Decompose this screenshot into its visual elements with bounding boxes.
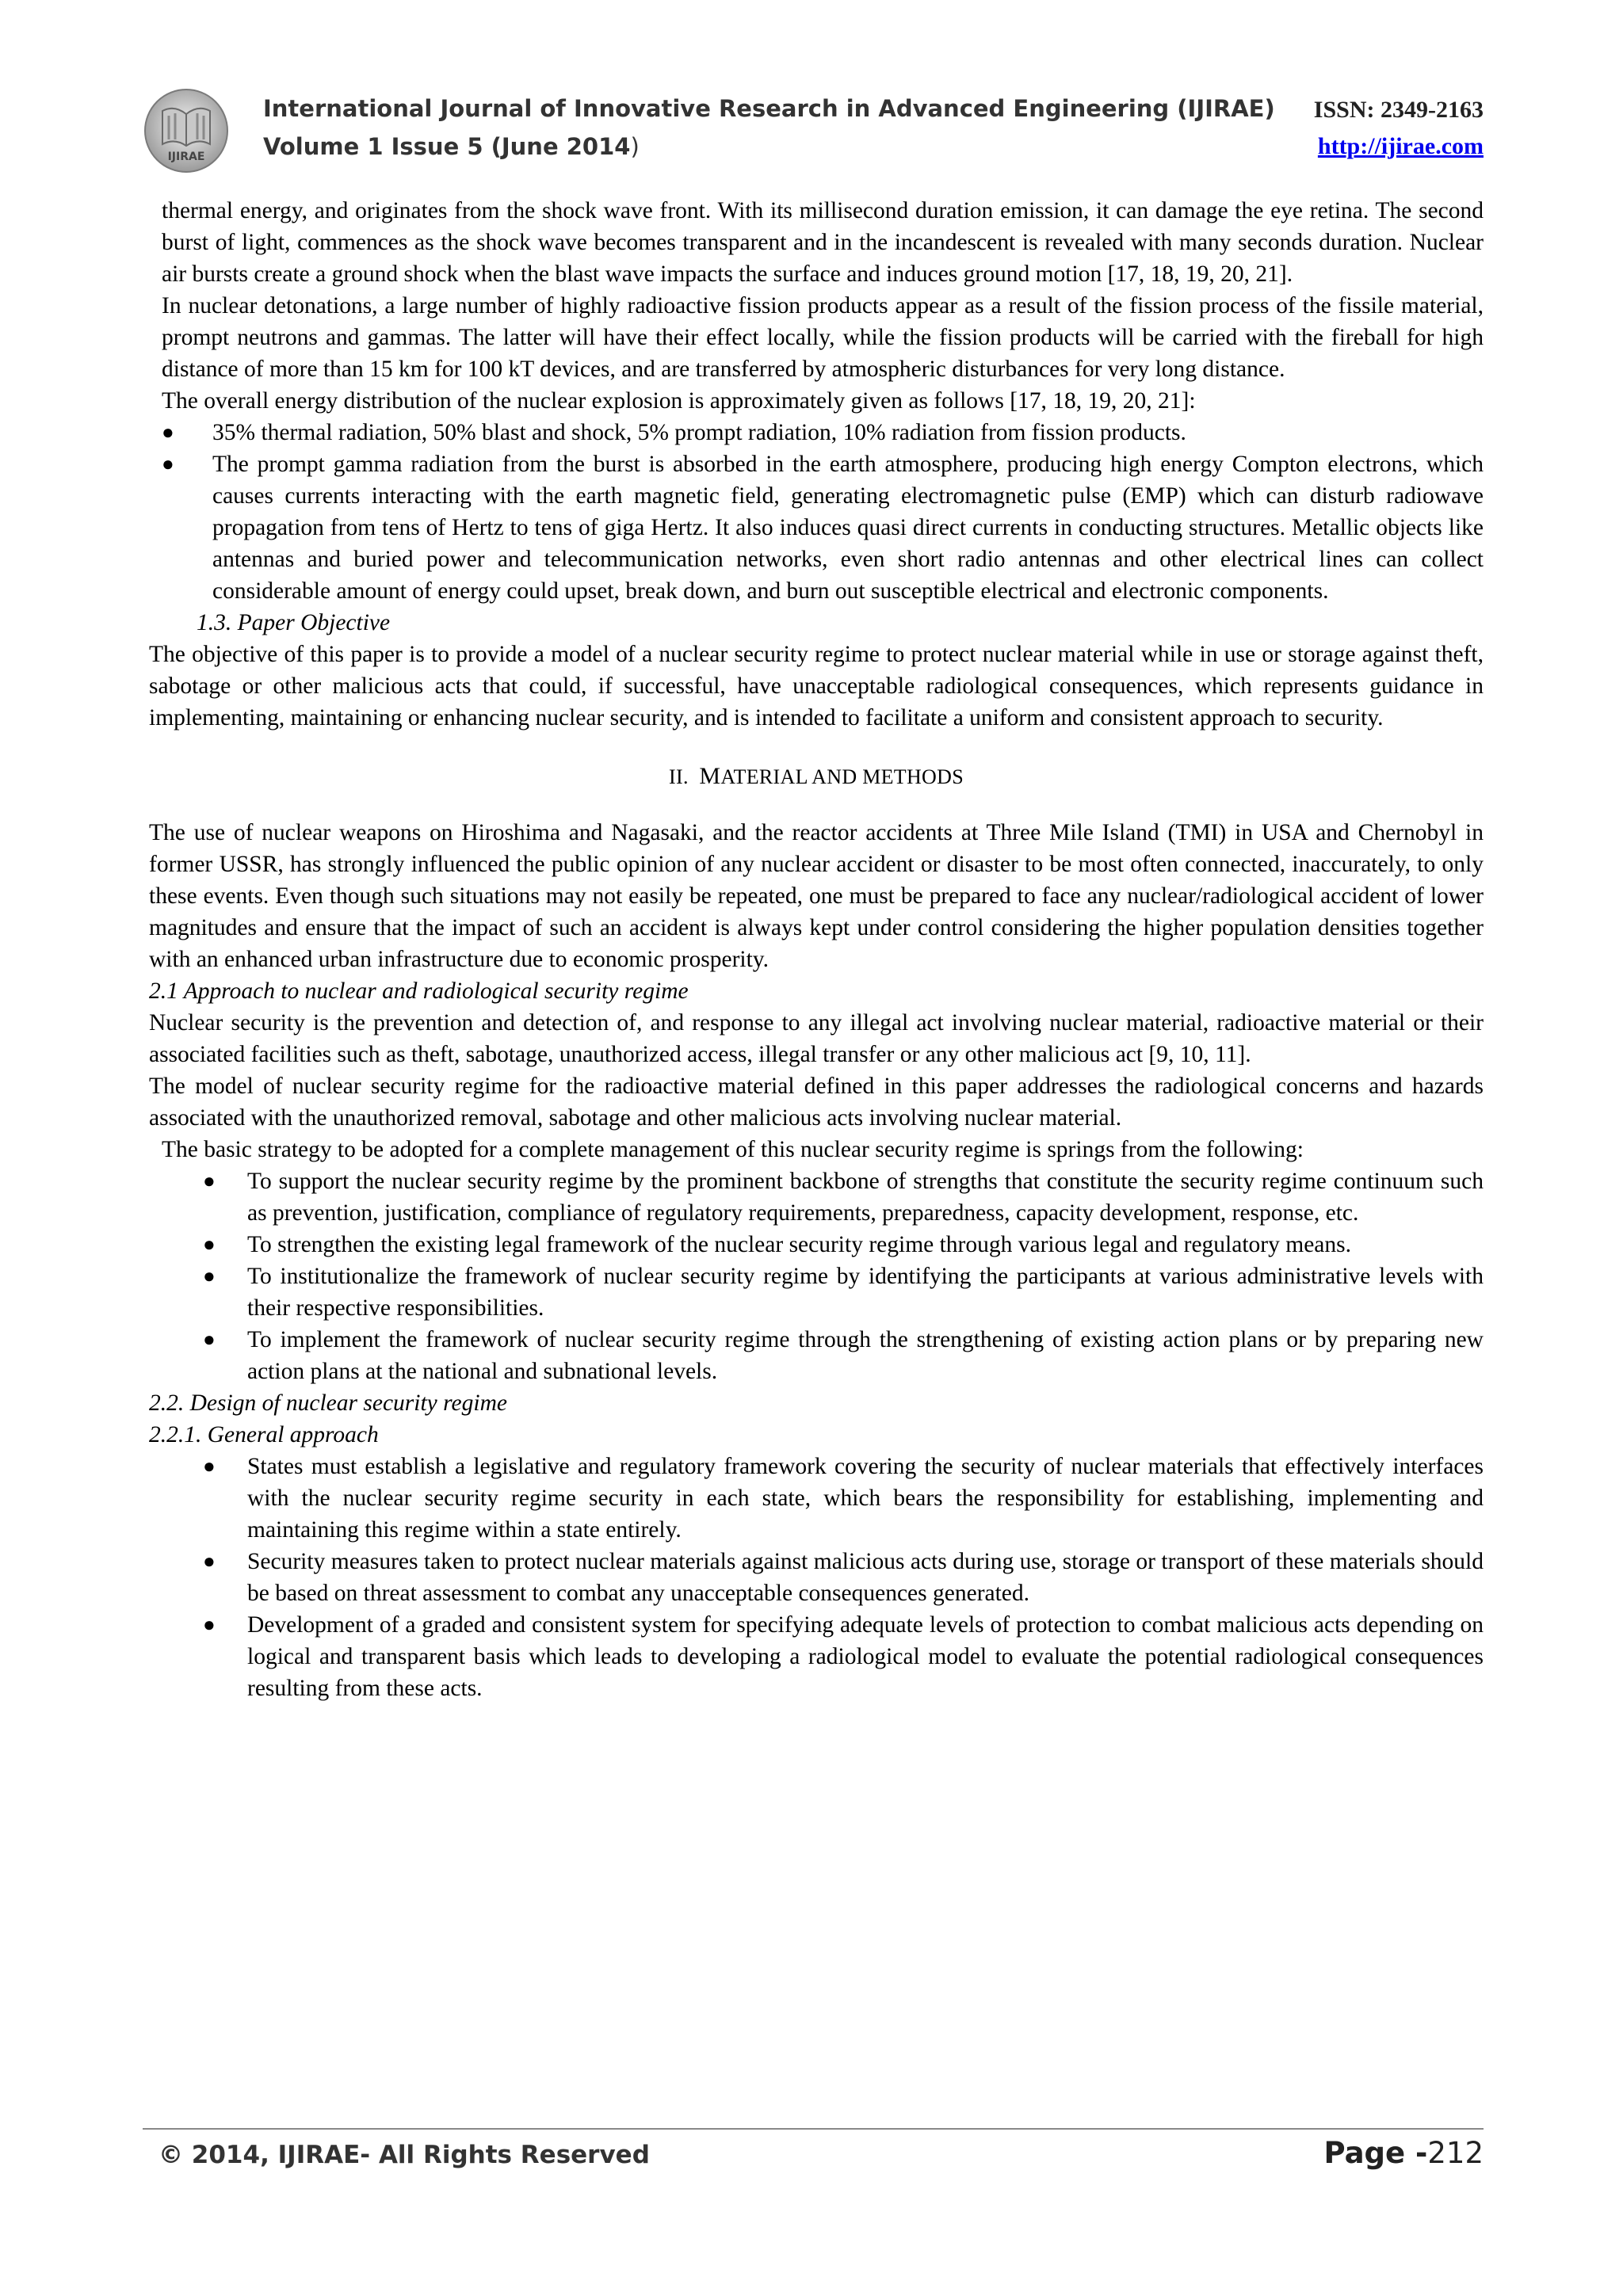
paragraph: The use of nuclear weapons on Hiroshima and Nagasaki, and the reactor accidents at Three Mile Island (TMI) in USA and Chernobyl in former USSR, has strongly influenced the public opinion of any nuclear accident or disaster to be most often connected, inaccurately, to only these events. Even though such situations may not easily be repeated, one must be prepared to face any nuclear/radiological accident of lower magnitudes and ensure that the impact of such an accident is always kept under control considering the higher population densities together with an enhanced urban infrastructure due to economic prosperity. (149, 820, 1484, 972)
paragraph: The overall energy distribution of the nuclear explosion is approximately given as follows [17, 18, 19, 20, 21]: (162, 388, 1196, 414)
issn: ISSN: 2349-2163 (1313, 97, 1484, 123)
list-item (149, 417, 1484, 448)
list-item-text: Development of a graded and consistent system for specifying adequate levels of protection to combat malicious acts depending on logical and transparent basis which leads to developing a radiological model to evaluate the potential radiological consequences resulting from these acts. (247, 1612, 1484, 1701)
journal-header (143, 87, 1484, 182)
page-number-value: 212 (1427, 2136, 1484, 2170)
paragraph: The basic strategy to be adopted for a complete management of this nuclear security regime is springs from the following: (162, 1137, 1304, 1162)
list-item-text: To implement the framework of nuclear security regime through the strengthening of existing action plans or by preparing new action plans at the national and subnational levels. (247, 1327, 1484, 1384)
subsection-heading: 2.2. Design of nuclear security regime (149, 1390, 507, 1416)
subsection-heading: 2.1 Approach to nuclear and radiological security regime (149, 978, 689, 1004)
paragraph: In nuclear detonations, a large number of highly radioactive fission products appear as a result of the fission process of the fissile material, prompt neutrons and gammas. The latter will have their effect locally, while the fission products will be carried with the fireball for high distance of more than 15 km for 100 kT devices, and are transferred by atmospheric disturbances for very long distance. (162, 293, 1484, 382)
volume-text: Volume 1 Issue 5 (June 2014 (263, 133, 631, 160)
volume-close: ) (630, 133, 640, 160)
bullet-icon: ● (162, 452, 174, 475)
bullet-list (149, 1451, 1484, 1704)
paragraph: The model of nuclear security regime for the radioactive material defined in this paper addresses the radiological concerns and hazards associated with the unauthorized removal, sabotage and other malicious acts involving nuclear material. (149, 1074, 1484, 1131)
list-item-text: Security measures taken to protect nuclear materials against malicious acts during use, storage or transport of these materials should be based on threat assessment to combat any unacceptable consequences generated. (247, 1549, 1484, 1606)
subsection-heading: 1.3. Paper Objective (197, 610, 391, 635)
bullet-icon: ● (203, 1264, 216, 1287)
article-body (149, 195, 1484, 1704)
list-item-text: States must establish a legislative and regulatory framework covering the security of nuclear materials that effectively interfaces with the nuclear security regime security in each state, which bears the responsibility for establishing, implementing and maintaining this regime within a state entirely. (247, 1454, 1484, 1543)
list-item (149, 1324, 1484, 1387)
section-title-rest: ATERIAL AND METHODS (720, 765, 964, 788)
list-item-text: To strengthen the existing legal framework of the nuclear security regime through various legal and regulatory means. (247, 1232, 1351, 1257)
list-item (149, 1451, 1484, 1546)
section-heading (149, 761, 1484, 793)
bullet-list (149, 417, 1484, 607)
list-item-text: To institutionalize the framework of nuclear security regime by identifying the participants at various administrative levels with their respective responsibilities. (247, 1264, 1484, 1321)
page-label: Page - (1323, 2136, 1428, 2170)
list-item (149, 1165, 1484, 1229)
logo-text: IJIRAE (167, 151, 205, 163)
journal-url-link[interactable]: http://ijirae.com (1317, 133, 1484, 159)
list-item (149, 1546, 1484, 1609)
list-item-text: The prompt gamma radiation from the burst is absorbed in the earth atmosphere, producing high energy Compton electrons, which causes currents interacting with the earth magnetic field, generating electromagnetic pulse (EMP) which can disturb radiowave propagation from tens of Hertz to tens of giga Hertz. It also induces quasi direct currents in conducting structures. Metallic objects like antennas and buried power and telecommunication networks, even short radio antennas and other electrical lines can collect considerable amount of energy could upset, break down, and burn out susceptible electrical and electronic components. (212, 452, 1484, 604)
ijirae-logo (143, 87, 230, 174)
subsection-heading: 2.2.1. General approach (149, 1422, 379, 1447)
bullet-icon: ● (203, 1613, 216, 1636)
journal-title: International Journal of Innovative Research in Advanced Engineering (IJIRAE) (263, 95, 1275, 122)
bullet-list (149, 1165, 1484, 1387)
bullet-icon: ● (203, 1455, 216, 1478)
list-item-text: 35% thermal radiation, 50% blast and shock, 5% prompt radiation, 10% radiation from fission products. (212, 420, 1186, 445)
bullet-icon: ● (203, 1233, 216, 1256)
section-initial: M (699, 763, 721, 789)
paragraph: Nuclear security is the prevention and detection of, and response to any illegal act involving nuclear material, radioactive material or their associated facilities such as theft, sabotage, unauthorized access, illegal transfer or any other malicious act [9, 10, 11]. (149, 1010, 1484, 1067)
journal-volume (263, 133, 640, 160)
bullet-icon: ● (203, 1169, 216, 1192)
list-item-text: To support the nuclear security regime by the prominent backbone of strengths that constitute the security regime continuum such as prevention, justification, compliance of regulatory requirements, preparedness, capacity development, response, etc. (247, 1169, 1484, 1226)
page-number (1323, 2136, 1484, 2170)
list-item (149, 1261, 1484, 1324)
section-number: II. (669, 765, 689, 788)
paragraph: The objective of this paper is to provide a model of a nuclear security regime to protect nuclear material while in use or storage against theft, sabotage or other malicious acts that could, if successful, have unacceptable radiological consequences, which represents guidance in implementing, maintaining or enhancing nuclear security, and is intended to facilitate a uniform and consistent approach to security. (149, 642, 1484, 730)
bullet-icon: ● (203, 1550, 216, 1573)
list-item (149, 448, 1484, 607)
list-item (149, 1609, 1484, 1704)
paragraph: thermal energy, and originates from the shock wave front. With its millisecond duration emission, it can damage the eye retina. The second burst of light, commences as the shock wave becomes transparent and in the incandescent is revealed with many seconds duration. Nuclear air bursts create a ground shock when the blast wave impacts the surface and induces ground motion [17, 18, 19, 20, 21]. (162, 198, 1484, 287)
copyright-notice: © 2014, IJIRAE- All Rights Reserved (158, 2141, 650, 2169)
bullet-icon: ● (162, 421, 174, 444)
footer-divider (143, 2128, 1484, 2130)
bullet-icon: ● (203, 1328, 216, 1351)
list-item (149, 1229, 1484, 1261)
